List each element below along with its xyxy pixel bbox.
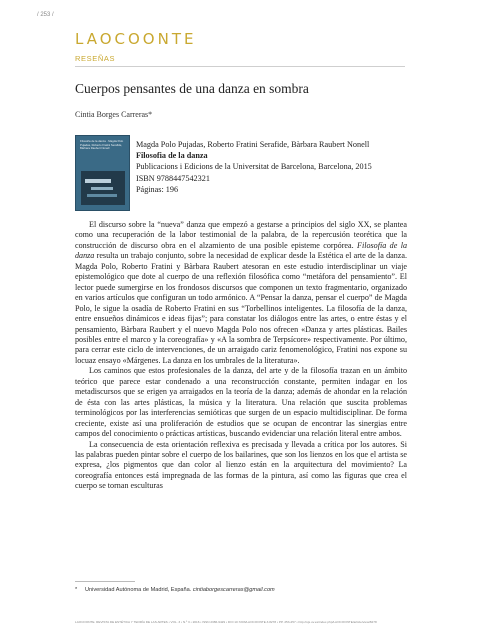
section-label: RESEÑAS — [75, 54, 116, 63]
footnote-affiliation: Universidad Autónoma de Madrid, España. — [84, 587, 193, 593]
review-body — [75, 220, 407, 492]
book-info — [136, 139, 372, 195]
book-pages: Páginas: 196 — [136, 184, 179, 194]
paragraph-text: Los caminos que estos profesionales de la danza, del arte y de la filosofía trazan en un ámbito teórico que parece estar condenado a una reconstrucción constante, permiten indagar en los metadiscursos que se erigen ya arraigados en la teoría de la danza; además de ahondar en la relación de ésta con las artes plásticas, la música y la literatura. Una relación que suscita problemas terminológicos por las interferencias semióticas que surgen de un espacio multidisciplinar. De forma creciente, existe así una proliferación de estudios que se ocupan de encontrar las sinergias entre campos del conocimiento o prácticas artísticas, buscando evidenciar una relación literal entre ambos. — [75, 366, 407, 439]
footnote-marker: * — [75, 587, 78, 593]
footnote-divider — [75, 581, 135, 582]
book-authors: Magda Polo Pujadas, Roberto Fratini Serafide, Bàrbara Raubert Nonell — [136, 140, 370, 149]
paragraph — [75, 220, 407, 366]
book-title: Filosofia de la danza — [136, 151, 208, 161]
cover-text: Filosofía de la danza · Magda Polo Pujadas, Roberto Fratini Serafide, Bàrbara Raubert Nonell — [80, 139, 124, 151]
header-divider — [75, 66, 405, 67]
paragraph — [75, 440, 407, 492]
book-title-italic: Filosofía de la danza — [75, 240, 407, 261]
cover-shape — [85, 179, 111, 183]
paragraph-text: La consecuencia de esta orientación reflexiva es precisada y llevada a crítica por los autores. Si las palabras pueden pintar sobre el cuerpo de los bailarines, que son los lienzos en los que el artista se expresa, ¿los pigmentos que dan color al lienzo están en la arquitectura del movimiento? La coreografía entonces está impregnada de las formas de la pintura, así como las figuras que crea el cuerpo se tornan esculturas — [75, 439, 407, 491]
article-author: Cintia Borges Carreras* — [75, 110, 153, 119]
paragraph-text: resulta un trabajo conjunto, sobre la necesidad de explicar desde la Estética el arte de la danza. Magda Polo, Roberto Fratini y Bàrbara Raubert atesoran en este estudio interdisciplinar un viaje epistemológico que dote al cuerpo de una reflexión filosófica como “metáfora del pensamiento”. El lector puede sumergirse en los frondosos discursos que componen un texto fragmentario, organizado en varios artículos que configuran un todo armónico. A “Pensar la danza, pensar el cuerpo” de Magda Polo, le sigue la osadía de Roberto Fratini en sus “Torbellinos inteligentes. La filosofía de la danza, entre ensueños dinámicos e ideas fijas”; para constatar los diálogos entre las artes, o entre éstas y el pensamiento, Bàrbara Raubert y el nuevo Magda Polo nos ofrecen «Danza y artes plásticas. Bailes posibles entre el marco y la coreografía» y «A la sombra de Terpsícore» respectivamente. Por último, para cerrar este ciclo de intervenciones, de un arraigado cariz fenomenológico, Fratini nos expone su locuaz ensayo «Márgenes. La danza en los umbrales de la literatura». — [75, 251, 407, 365]
article-title: Cuerpos pensantes de una danza en sombra — [75, 81, 309, 96]
cover-shape — [91, 187, 113, 190]
journal-footer: LAOCOONTE. REVISTA DE ESTÉTICA Y TEORÍA DE LAS ARTES • VOL. 3 • N.º 3 • 2016 • ISSN 2386-9429 • DOI 10.7203/LAOCOONTE.3.8278 • PP. 253-257 • http://ojs.uv.es/index.php/LAOCOONTE/article/view/8278 — [75, 620, 377, 624]
author-email-link[interactable]: cintiaborgescarreras@gmail.com — [192, 587, 275, 593]
book-cover-image — [75, 135, 130, 211]
book-publisher: Publicacions i Edicions de la Universitat de Barcelona, Barcelona, 2015 — [136, 162, 372, 172]
cover-shape — [87, 194, 117, 197]
paragraph-text: El discurso sobre la “nueva” danza que empezó a gestarse a principios del siglo XX, se plantea como una recuperación de la labor testimonial de la palabra, de la repercusión teorética que la construcción de discurso obra en el alzamiento de una posible episteme corpórea. — [75, 220, 407, 250]
journal-logo: LAOCOONTE — [75, 30, 197, 48]
book-isbn: ISBN 9788447542321 — [136, 173, 210, 183]
footnote — [75, 587, 275, 593]
page-number: / 253 / — [37, 12, 54, 18]
paragraph — [75, 366, 407, 439]
